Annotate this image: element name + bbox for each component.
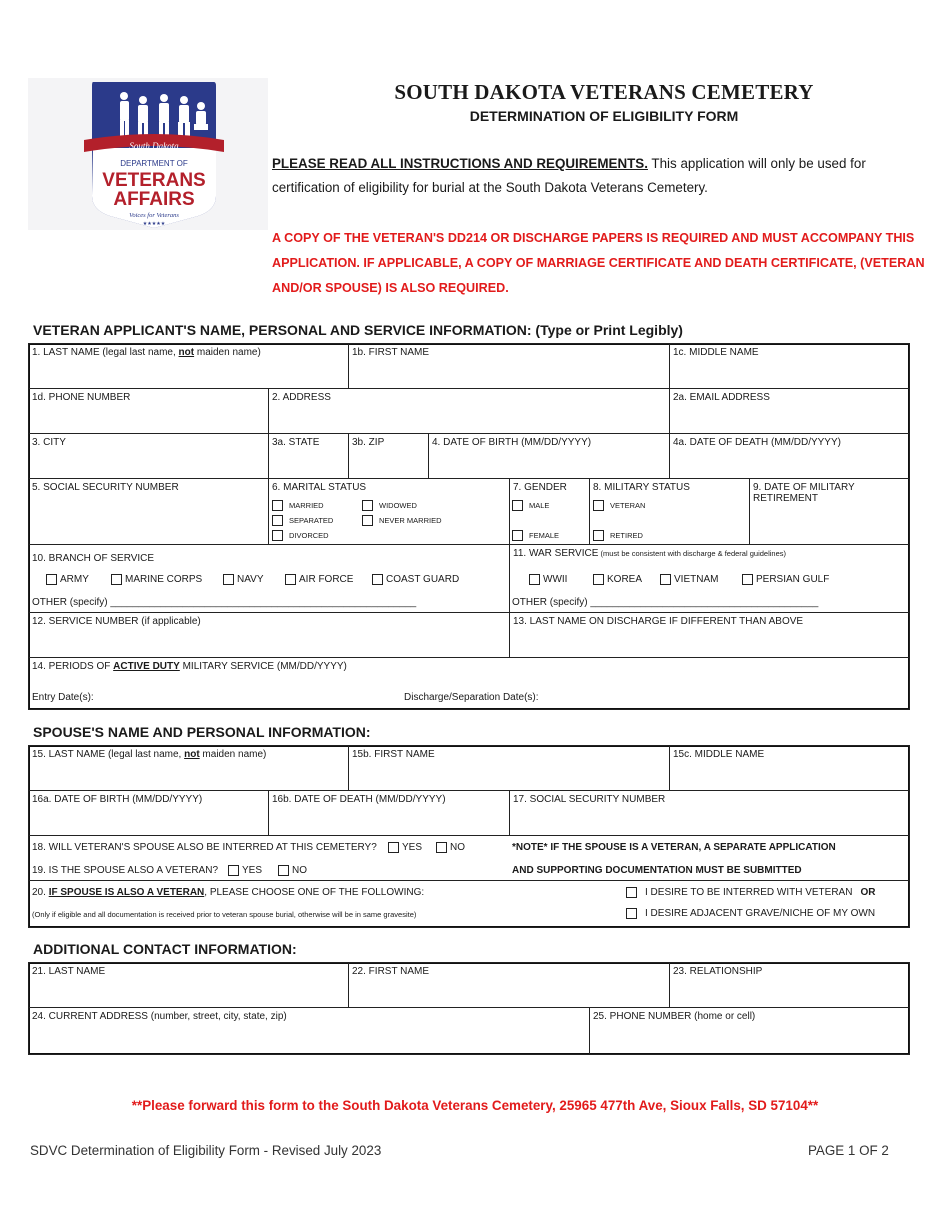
veteran-ssn-field[interactable] bbox=[28, 478, 269, 545]
veteran-middle-name-label: 1c. MIDDLE NAME bbox=[673, 347, 759, 358]
marital-widowed-option[interactable] bbox=[362, 500, 417, 511]
status-veteran-option[interactable] bbox=[593, 500, 645, 511]
contact-last-name-label: 21. LAST NAME bbox=[32, 966, 106, 977]
spouse-last-name-label: 15. LAST NAME (legal last name, bbox=[32, 749, 185, 760]
instructions-text: This application will only be used for certification of eligibility for burial at the South Dakota Veterans Cemetery. bbox=[272, 156, 866, 195]
veteran-email-label: 2a. EMAIL ADDRESS bbox=[673, 392, 770, 403]
veteran-last-name-not: not bbox=[178, 347, 195, 358]
retired-checkbox[interactable] bbox=[593, 530, 604, 541]
spouse-veteran-no-label: NO bbox=[292, 865, 307, 876]
army-label: ARMY bbox=[60, 574, 89, 585]
contact-phone-label: 25. PHONE NUMBER (home or cell) bbox=[593, 1011, 756, 1022]
retired-label: RETIRED bbox=[610, 531, 643, 540]
veteran-first-name-field[interactable] bbox=[348, 343, 670, 389]
marital-divorced-option[interactable] bbox=[272, 530, 329, 541]
married-label: MARRIED bbox=[289, 501, 324, 510]
interred-no-label: NO bbox=[450, 842, 465, 853]
spouse-veteran-yes-checkbox[interactable] bbox=[228, 865, 239, 876]
logo-department-text: DEPARTMENT OF bbox=[120, 159, 188, 168]
instructions-bold: PLEASE READ ALL INSTRUCTIONS AND REQUIREMENTS. bbox=[272, 156, 648, 171]
branch-navy-option[interactable] bbox=[223, 574, 264, 585]
korea-checkbox[interactable] bbox=[593, 574, 604, 585]
widowed-checkbox[interactable] bbox=[362, 500, 373, 511]
war-service-note: (must be consistent with discharge & federal guidelines) bbox=[598, 549, 787, 558]
veteran-checkbox[interactable] bbox=[593, 500, 604, 511]
veteran-dob-label: 4. DATE OF BIRTH (MM/DD/YYYY) bbox=[432, 437, 592, 448]
coast-guard-label: COAST GUARD bbox=[386, 574, 460, 585]
air-force-checkbox[interactable] bbox=[285, 574, 296, 585]
contact-first-name-label: 22. FIRST NAME bbox=[352, 966, 430, 977]
active-duty-label-end: MILITARY SERVICE (MM/DD/YYYY) bbox=[179, 661, 347, 672]
veteran-last-name-label: 1. LAST NAME (legal last name, bbox=[32, 347, 179, 358]
page-number: PAGE 1 OF 2 bbox=[808, 1143, 889, 1158]
burial-adjacent-option[interactable] bbox=[626, 908, 875, 919]
interred-yes-option[interactable] bbox=[388, 842, 422, 853]
spouse-middle-name-field[interactable] bbox=[669, 745, 910, 791]
spouse-veteran-yes-option[interactable] bbox=[228, 865, 262, 876]
korea-label: KOREA bbox=[607, 574, 643, 585]
discharge-name-field[interactable] bbox=[509, 612, 910, 658]
or-label: OR bbox=[860, 887, 876, 898]
veteran-email-field[interactable] bbox=[669, 388, 910, 434]
with-veteran-checkbox[interactable] bbox=[626, 887, 637, 898]
q20-number: 20. bbox=[32, 887, 49, 898]
logo-stars: ★★★★★ bbox=[142, 221, 166, 227]
interred-yes-label: YES bbox=[402, 842, 423, 853]
spouse-veteran-note-2: AND SUPPORTING DOCUMENTATION MUST BE SUBMITTED bbox=[512, 865, 802, 876]
spouse-ssn-label: 17. SOCIAL SECURITY NUMBER bbox=[513, 794, 666, 805]
veteran-state-label: 3a. STATE bbox=[272, 437, 320, 448]
veteran-phone-field[interactable] bbox=[28, 388, 269, 434]
veteran-dod-field[interactable] bbox=[669, 433, 910, 479]
spouse-last-name-label-end: maiden name) bbox=[199, 749, 267, 760]
contact-relationship-label: 23. RELATIONSHIP bbox=[673, 966, 763, 977]
contact-section-heading: ADDITIONAL CONTACT INFORMATION: bbox=[33, 941, 297, 957]
spouse-interred-question: 18. WILL VETERAN'S SPOUSE ALSO BE INTERRED AT THIS CEMETERY? bbox=[32, 842, 377, 853]
discharge-name-label: 13. LAST NAME ON DISCHARGE IF DIFFERENT THAN ABOVE bbox=[513, 616, 804, 627]
branch-marines-option[interactable] bbox=[111, 574, 202, 585]
widowed-label: WIDOWED bbox=[379, 501, 417, 510]
veterans-affairs-logo bbox=[28, 78, 268, 230]
veteran-dob-field[interactable] bbox=[428, 433, 670, 479]
contact-last-name-field[interactable] bbox=[28, 962, 349, 1008]
spouse-last-name-not: not bbox=[184, 749, 200, 760]
interred-yes-checkbox[interactable] bbox=[388, 842, 399, 853]
q20-text: , PLEASE CHOOSE ONE OF THE FOLLOWING: bbox=[204, 887, 425, 898]
veteran-middle-name-field[interactable] bbox=[669, 343, 910, 389]
marital-status-label: 6. MARITAL STATUS bbox=[272, 482, 367, 493]
spouse-dod-field[interactable] bbox=[268, 790, 510, 836]
instructions bbox=[272, 152, 932, 200]
branch-other-field[interactable]: OTHER (specify) _______________________________________________________ bbox=[32, 597, 417, 608]
veteran-dod-label: 4a. DATE OF DEATH (MM/DD/YYYY) bbox=[673, 437, 841, 448]
veteran-address-field[interactable] bbox=[268, 388, 670, 434]
interred-no-option[interactable] bbox=[436, 842, 465, 853]
veteran-address-label: 2. ADDRESS bbox=[272, 392, 331, 403]
spouse-veteran-note-1: *NOTE* IF THE SPOUSE IS A VETERAN, A SEPARATE APPLICATION bbox=[512, 842, 836, 853]
veteran-zip-label: 3b. ZIP bbox=[352, 437, 385, 448]
spouse-ssn-field[interactable] bbox=[509, 790, 910, 836]
gender-female-option[interactable] bbox=[512, 530, 559, 541]
page-subtitle: DETERMINATION OF ELIGIBILITY FORM bbox=[469, 108, 739, 124]
veteran-city-field[interactable] bbox=[28, 433, 269, 479]
burial-choice-note: (Only if eligible and all documentation is received prior to veteran spouse burial, otherwise will be in same gravesite) bbox=[32, 910, 417, 919]
contact-first-name-field[interactable] bbox=[348, 962, 670, 1008]
contact-address-label: 24. CURRENT ADDRESS (number, street, city, state, zip) bbox=[32, 1011, 287, 1022]
entry-dates-label: Entry Date(s): bbox=[32, 692, 94, 703]
marital-never-married-option[interactable] bbox=[362, 515, 442, 526]
spouse-section-heading: SPOUSE'S NAME AND PERSONAL INFORMATION: bbox=[33, 724, 371, 740]
burial-choice-question bbox=[32, 887, 424, 898]
marines-checkbox[interactable] bbox=[111, 574, 122, 585]
spouse-veteran-no-option[interactable] bbox=[278, 865, 307, 876]
navy-checkbox[interactable] bbox=[223, 574, 234, 585]
veteran-first-name-label: 1b. FIRST NAME bbox=[352, 347, 430, 358]
adjacent-checkbox[interactable] bbox=[626, 908, 637, 919]
coast-guard-checkbox[interactable] bbox=[372, 574, 383, 585]
q20-emphasis: IF SPOUSE IS ALSO A VETERAN bbox=[48, 887, 205, 898]
spouse-veteran-no-checkbox[interactable] bbox=[278, 865, 289, 876]
spouse-veteran-yes-label: YES bbox=[242, 865, 263, 876]
marital-separated-option[interactable] bbox=[272, 515, 333, 526]
veteran-last-name-label-end: maiden name) bbox=[194, 347, 261, 358]
veteran-section-heading: VETERAN APPLICANT'S NAME, PERSONAL AND SERVICE INFORMATION: (Type or Print Legibly) bbox=[33, 322, 683, 338]
active-duty-emphasis: ACTIVE DUTY bbox=[113, 661, 180, 672]
logo-line1-text: VETERANS bbox=[102, 170, 206, 191]
war-service-label: 11. WAR SERVICE bbox=[513, 548, 599, 559]
married-checkbox[interactable] bbox=[272, 500, 283, 511]
never-married-checkbox[interactable] bbox=[362, 515, 373, 526]
veteran-last-name-field[interactable] bbox=[28, 343, 349, 389]
spouse-first-name-label: 15b. FIRST NAME bbox=[352, 749, 435, 760]
male-checkbox[interactable] bbox=[512, 500, 523, 511]
contact-relationship-field[interactable] bbox=[669, 962, 910, 1008]
vietnam-label: VIETNAM bbox=[674, 574, 719, 585]
female-checkbox[interactable] bbox=[512, 530, 523, 541]
spouse-dob-label: 16a. DATE OF BIRTH (MM/DD/YYYY) bbox=[32, 794, 203, 805]
veteran-city-label: 3. CITY bbox=[32, 437, 66, 448]
male-label: MALE bbox=[529, 501, 550, 510]
logo-line2-text: AFFAIRS bbox=[113, 189, 195, 210]
interred-no-checkbox[interactable] bbox=[436, 842, 447, 853]
veteran-phone-label: 1d. PHONE NUMBER bbox=[32, 392, 131, 403]
gender-label: 7. GENDER bbox=[513, 482, 567, 493]
forwarding-address: **Please forward this form to the South Dakota Veterans Cemetery, 25965 477th Ave, Sioux Falls, SD 57104** bbox=[131, 1098, 819, 1113]
separated-checkbox[interactable] bbox=[272, 515, 283, 526]
spouse-dob-field[interactable] bbox=[28, 790, 269, 836]
navy-label: NAVY bbox=[237, 574, 264, 585]
female-label: FEMALE bbox=[529, 531, 560, 540]
veteran-ssn-label: 5. SOCIAL SECURITY NUMBER bbox=[32, 482, 179, 493]
gender-male-option[interactable] bbox=[512, 500, 549, 511]
branch-coast-guard-option[interactable] bbox=[372, 574, 459, 585]
contact-address-field[interactable] bbox=[28, 1007, 590, 1055]
page-title: SOUTH DAKOTA VETERANS CEMETERY bbox=[394, 80, 814, 104]
active-duty-label: 14. PERIODS OF bbox=[32, 661, 114, 672]
divorced-label: DIVORCED bbox=[289, 531, 329, 540]
status-retired-option[interactable] bbox=[593, 530, 643, 541]
form-revision: SDVC Determination of Eligibility Form - Revised July 2023 bbox=[30, 1143, 382, 1158]
divorced-checkbox[interactable] bbox=[272, 530, 283, 541]
service-number-field[interactable] bbox=[28, 612, 510, 658]
adjacent-label: I DESIRE ADJACENT GRAVE/NICHE OF MY OWN bbox=[645, 908, 876, 919]
spouse-middle-name-label: 15c. MIDDLE NAME bbox=[673, 749, 765, 760]
wwii-label: WWII bbox=[543, 574, 568, 585]
branch-army-option[interactable] bbox=[46, 574, 89, 585]
discharge-dates-label: Discharge/Separation Date(s): bbox=[404, 692, 539, 703]
veteran-zip-field[interactable] bbox=[348, 433, 429, 479]
war-other-field[interactable]: OTHER (specify) _________________________________________ bbox=[512, 597, 819, 608]
war-vietnam-option[interactable] bbox=[660, 574, 718, 585]
logo-panel bbox=[28, 78, 268, 230]
contact-phone-field[interactable] bbox=[589, 1007, 910, 1055]
air-force-label: AIR FORCE bbox=[299, 574, 354, 585]
veteran-option-label: VETERAN bbox=[610, 501, 646, 510]
logo-state-text: South Dakota bbox=[129, 141, 179, 151]
persian-gulf-checkbox[interactable] bbox=[742, 574, 753, 585]
logo-motto-text: Voices for Veterans bbox=[129, 212, 179, 219]
with-veteran-label: I DESIRE TO BE INTERRED WITH VETERAN bbox=[645, 887, 853, 898]
war-wwii-option[interactable] bbox=[529, 574, 567, 585]
veteran-state-field[interactable] bbox=[268, 433, 349, 479]
marines-label: MARINE CORPS bbox=[125, 574, 203, 585]
separated-label: SEPARATED bbox=[289, 516, 334, 525]
war-korea-option[interactable] bbox=[593, 574, 642, 585]
required-documents-warning: A COPY OF THE VETERAN'S DD214 OR DISCHARGE PAPERS IS REQUIRED AND MUST ACCOMPANY THIS APPLICATION. IF APPLICABLE, A COPY OF MARRIAGE CERTIFICATE AND DEATH CERTIFICATE, (VETERAN AND/OR SPOUSE) IS ALSO REQUIRED. bbox=[272, 231, 925, 295]
vietnam-checkbox[interactable] bbox=[660, 574, 671, 585]
burial-with-veteran-option[interactable] bbox=[626, 887, 875, 898]
spouse-veteran-question: 19. IS THE SPOUSE ALSO A VETERAN? bbox=[32, 865, 219, 876]
persian-gulf-label: PERSIAN GULF bbox=[756, 574, 830, 585]
spouse-last-name-field[interactable] bbox=[28, 745, 349, 791]
war-persian-gulf-option[interactable] bbox=[742, 574, 829, 585]
service-number-label: 12. SERVICE NUMBER (if applicable) bbox=[32, 616, 201, 627]
retirement-date-label: 9. DATE OF MILITARY RETIREMENT bbox=[753, 482, 855, 504]
spouse-first-name-field[interactable] bbox=[348, 745, 670, 791]
retirement-date-field[interactable] bbox=[749, 478, 910, 545]
marital-married-option[interactable] bbox=[272, 500, 324, 511]
branch-label: 10. BRANCH OF SERVICE bbox=[32, 553, 155, 564]
military-status-label: 8. MILITARY STATUS bbox=[593, 482, 690, 493]
branch-air-force-option[interactable] bbox=[285, 574, 353, 585]
army-checkbox[interactable] bbox=[46, 574, 57, 585]
spouse-dod-label: 16b. DATE OF DEATH (MM/DD/YYYY) bbox=[272, 794, 446, 805]
wwii-checkbox[interactable] bbox=[529, 574, 540, 585]
never-married-label: NEVER MARRIED bbox=[379, 516, 442, 525]
